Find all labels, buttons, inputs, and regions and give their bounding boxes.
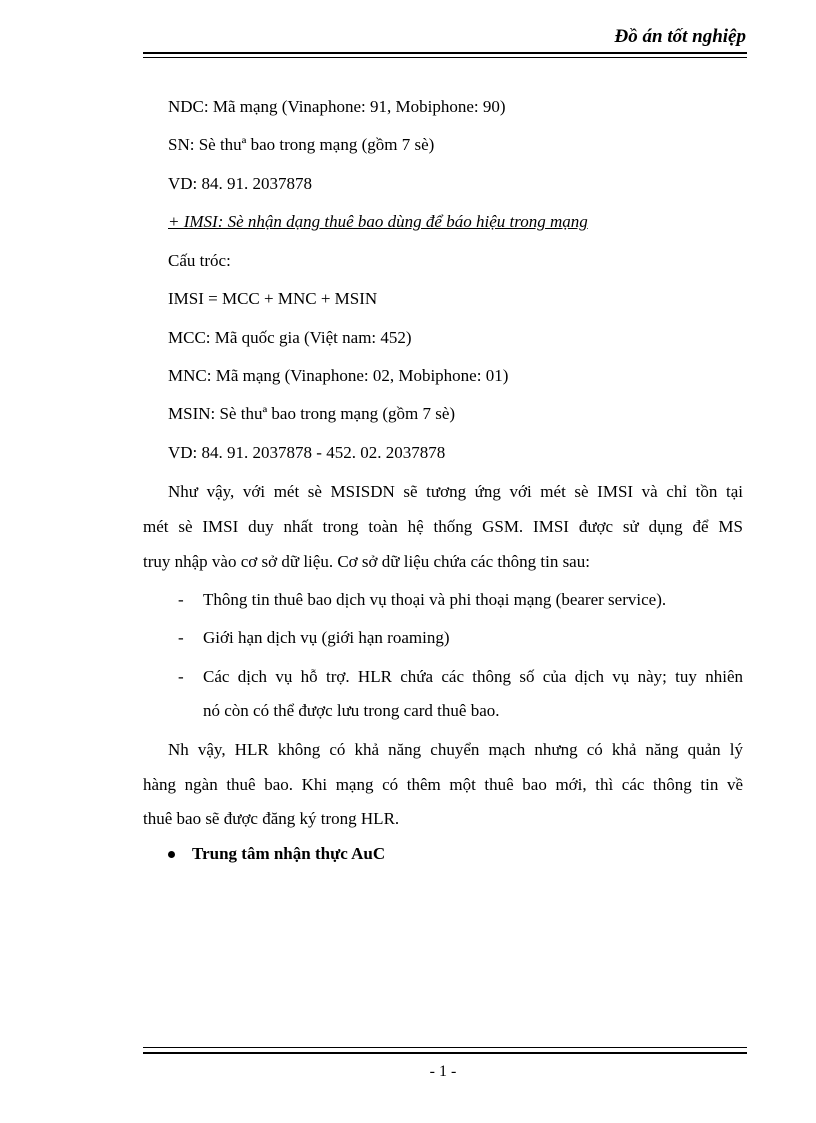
header-rule-top [143,52,747,54]
document-title: Đồ án tốt nghiệp [614,26,746,47]
text-line: MNC: Mã mạng (Vinaphone: 02, Mobiphone: 01) [168,366,509,385]
text-line: SN: Sè thuª bao trong mạng (gồm 7 sè) [168,135,435,154]
paragraph-line: hàng ngàn thuê bao. Khi mạng có thêm một thuê bao mới, thì các thông tin về [143,775,743,794]
list-item-continuation: nó còn có thể được lưu trong card thuê bao. [203,701,500,720]
list-item: Thông tin thuê bao dịch vụ thoại và phi thoại mạng (bearer service). [203,590,667,609]
imsi-subheading: + IMSI: Sè nhận dạng thuê bao dùng để báo hiệu trong mạng [168,212,588,231]
paragraph-line: mét sè IMSI duy nhất trong toàn hệ thống GSM. IMSI được sử dụng để MS [143,517,743,536]
paragraph-line: truy nhập vào cơ sở dữ liệu. Cơ sở dữ liệu chứa các thông tin sau: [143,552,590,571]
text-line: Cấu tróc: [168,251,231,270]
list-item: Các dịch vụ hỗ trợ. HLR chứa các thông số của dịch vụ này; tuy nhiên [203,667,743,686]
list-item: Giới hạn dịch vụ (giới hạn roaming) [203,628,450,647]
text-line: MCC: Mã quốc gia (Việt nam: 452) [168,328,412,347]
text-line: MSIN: Sè thuª bao trong mạng (gồm 7 sè) [168,404,456,423]
text-line: VD: 84. 91. 2037878 - 452. 02. 2037878 [168,443,446,462]
dash-marker: - [178,667,184,686]
section-heading: Trung tâm nhận thực AuC [192,844,386,863]
footer-rule-bottom [143,1052,747,1054]
paragraph-line: thuê bao sẽ được đăng ký trong HLR. [143,809,400,828]
header-rule-bottom [143,57,747,58]
text-line: NDC: Mã mạng (Vinaphone: 91, Mobiphone: 90) [168,97,506,116]
dash-marker: - [178,590,184,609]
footer-rule-top [143,1047,747,1048]
bullet-icon [168,851,175,858]
page-number: - 1 - [429,1063,457,1080]
text-line: VD: 84. 91. 2037878 [168,174,313,193]
dash-marker: - [178,628,184,647]
paragraph-line: Nh vậy, HLR không có khả năng chuyển mạch nhưng có khả năng quản lý [168,740,743,759]
text-line: IMSI = MCC + MNC + MSIN [168,289,378,308]
paragraph-line: Như vậy, với mét sè MSISDN sẽ tương ứng với mét sè IMSI và chỉ tồn tại [168,482,743,501]
